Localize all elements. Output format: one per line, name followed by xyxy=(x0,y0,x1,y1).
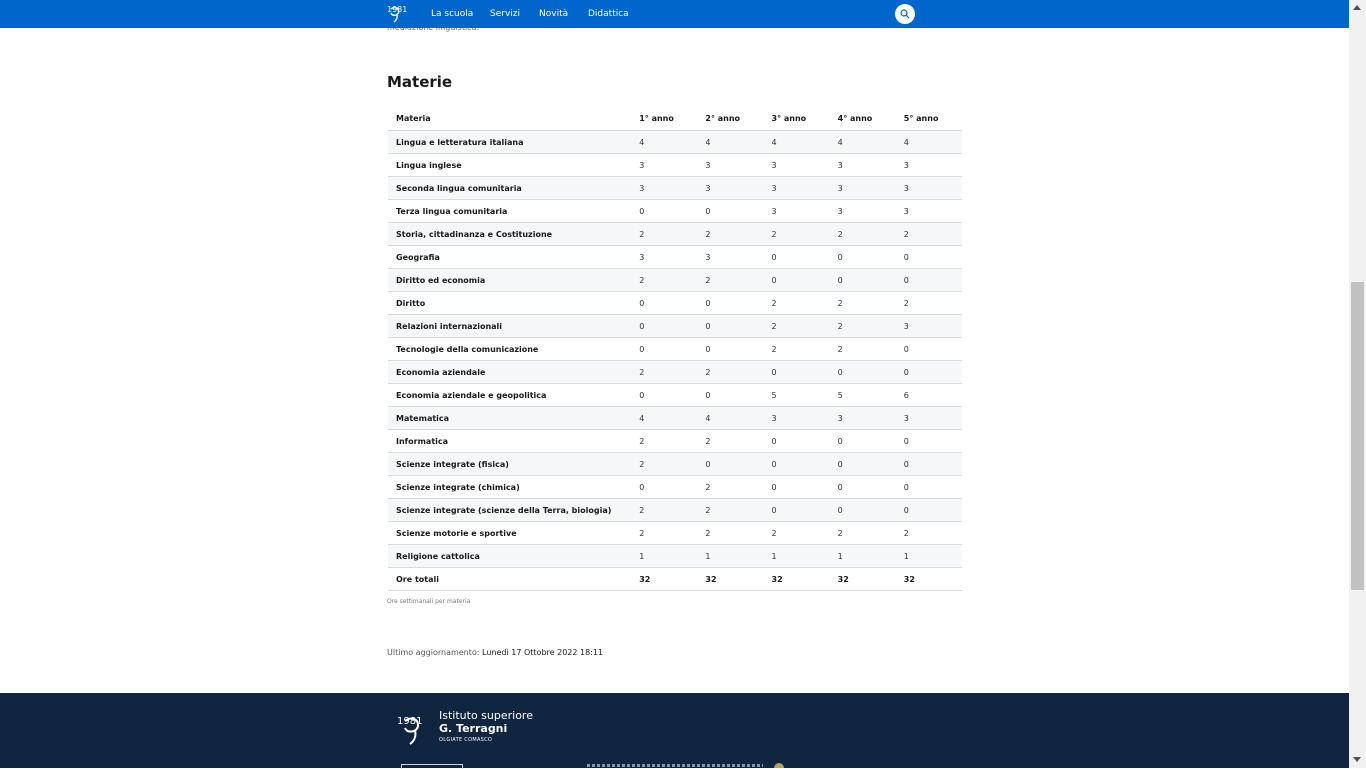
hours-year-1: 2 xyxy=(631,453,697,476)
header-year-5: 5° anno xyxy=(896,107,962,131)
last-updated-value: Lunedì 17 Ottobre 2022 18:11 xyxy=(482,648,604,657)
hours-year-1: 2 xyxy=(631,499,697,522)
hours-year-2: 4 xyxy=(697,131,763,154)
hours-year-4: 0 xyxy=(830,499,896,522)
hours-year-3: 3 xyxy=(764,154,830,177)
hours-year-4: 0 xyxy=(830,476,896,499)
hours-year-5: 3 xyxy=(896,154,962,177)
scroll-up-arrow-icon[interactable] xyxy=(1353,5,1361,10)
hours-year-2: 2 xyxy=(697,476,763,499)
hours-year-1: 0 xyxy=(631,338,697,361)
hours-year-3: 32 xyxy=(764,568,830,591)
hours-year-1: 1 xyxy=(631,545,697,568)
hours-year-4: 3 xyxy=(830,200,896,223)
hours-year-4: 2 xyxy=(830,338,896,361)
hours-year-4: 1 xyxy=(830,545,896,568)
hours-year-3: 0 xyxy=(764,499,830,522)
subject-name: Economia aziendale e geopolitica xyxy=(388,384,631,407)
hours-year-2: 1 xyxy=(697,545,763,568)
hours-year-4: 0 xyxy=(830,361,896,384)
hours-year-5: 0 xyxy=(896,338,962,361)
subject-name: Scienze motorie e sportive xyxy=(388,522,631,545)
hours-year-2: 2 xyxy=(697,223,763,246)
table-body xyxy=(388,131,962,591)
hours-year-1: 2 xyxy=(631,361,697,384)
school-logo-icon[interactable] xyxy=(396,712,428,746)
table-row xyxy=(388,154,962,177)
hours-year-2: 32 xyxy=(697,568,763,591)
hours-year-5: 2 xyxy=(896,292,962,315)
hours-year-2: 3 xyxy=(697,246,763,269)
subject-name: Geografia xyxy=(388,246,631,269)
hours-year-4: 0 xyxy=(830,453,896,476)
hours-year-5: 0 xyxy=(896,246,962,269)
hours-year-4: 3 xyxy=(830,154,896,177)
hours-year-2: 3 xyxy=(697,154,763,177)
hours-year-2: 2 xyxy=(697,499,763,522)
hours-year-4: 3 xyxy=(830,407,896,430)
hours-year-2: 0 xyxy=(697,200,763,223)
hours-year-2: 2 xyxy=(697,361,763,384)
subject-name: Tecnologie della comunicazione xyxy=(388,338,631,361)
hours-year-5: 0 xyxy=(896,361,962,384)
svg-text:1981: 1981 xyxy=(387,5,408,14)
hours-year-1: 0 xyxy=(631,384,697,407)
hours-year-3: 2 xyxy=(764,315,830,338)
table-row xyxy=(388,292,962,315)
hours-year-3: 0 xyxy=(764,361,830,384)
hours-year-5: 6 xyxy=(896,384,962,407)
subject-name: Lingua inglese xyxy=(388,154,631,177)
last-updated-label: Ultimo aggiornamento: xyxy=(387,648,480,657)
nav-item-la-scuola[interactable]: La scuola xyxy=(431,9,474,19)
header-year-3: 3° anno xyxy=(764,107,830,131)
header-year-4: 4° anno xyxy=(830,107,896,131)
hours-year-3: 3 xyxy=(764,407,830,430)
hours-year-3: 5 xyxy=(764,384,830,407)
hours-year-1: 4 xyxy=(631,131,697,154)
table-total-row xyxy=(388,568,962,591)
hours-year-5: 32 xyxy=(896,568,962,591)
hours-year-5: 3 xyxy=(896,315,962,338)
hours-year-3: 2 xyxy=(764,292,830,315)
search-icon xyxy=(900,9,910,19)
hours-year-5: 4 xyxy=(896,131,962,154)
footer xyxy=(0,693,1349,768)
hours-year-4: 5 xyxy=(830,384,896,407)
hours-year-2: 0 xyxy=(697,338,763,361)
section-title: Materie xyxy=(387,73,453,91)
hours-year-2: 2 xyxy=(697,430,763,453)
hours-year-2: 0 xyxy=(697,292,763,315)
hours-year-5: 3 xyxy=(896,177,962,200)
hours-year-3: 2 xyxy=(764,223,830,246)
subject-name: Lingua e letteratura italiana xyxy=(388,131,631,154)
scroll-down-arrow-icon[interactable] xyxy=(1353,757,1361,762)
subject-name: Diritto xyxy=(388,292,631,315)
table-row xyxy=(388,269,962,292)
nav-item-novita[interactable]: Novità xyxy=(539,9,569,19)
hours-year-1: 4 xyxy=(631,407,697,430)
total-label: Ore totali xyxy=(388,568,631,591)
hours-year-3: 0 xyxy=(764,430,830,453)
hours-year-3: 3 xyxy=(764,177,830,200)
table-row xyxy=(388,131,962,154)
partner-logo-2[interactable] xyxy=(587,764,763,767)
hours-year-4: 32 xyxy=(830,568,896,591)
table-row xyxy=(388,522,962,545)
top-navbar xyxy=(0,0,1349,28)
hours-year-1: 0 xyxy=(631,476,697,499)
hours-year-1: 0 xyxy=(631,315,697,338)
subject-name: Economia aziendale xyxy=(388,361,631,384)
hours-year-5: 0 xyxy=(896,430,962,453)
hours-year-5: 0 xyxy=(896,476,962,499)
table-row xyxy=(388,200,962,223)
table-row xyxy=(388,545,962,568)
hours-year-3: 0 xyxy=(764,246,830,269)
hours-year-1: 2 xyxy=(631,269,697,292)
hours-year-1: 2 xyxy=(631,522,697,545)
table-row xyxy=(388,499,962,522)
footer-school-name-line-2: G. Terragni xyxy=(439,722,508,735)
footer-school-name-line-3: OLGIATE COMASCO xyxy=(439,737,493,743)
hours-year-5: 3 xyxy=(896,200,962,223)
page-scrollbar[interactable] xyxy=(1349,0,1366,768)
hours-year-2: 3 xyxy=(697,177,763,200)
hours-year-4: 4 xyxy=(830,131,896,154)
hours-year-1: 2 xyxy=(631,223,697,246)
subject-name: Matematica xyxy=(388,407,631,430)
nav-item-servizi[interactable]: Servizi xyxy=(490,9,521,19)
subject-name: Religione cattolica xyxy=(388,545,631,568)
hours-year-3: 3 xyxy=(764,200,830,223)
subject-name: Scienze integrate (chimica) xyxy=(388,476,631,499)
hours-year-4: 0 xyxy=(830,430,896,453)
hours-year-3: 1 xyxy=(764,545,830,568)
hours-year-4: 2 xyxy=(830,223,896,246)
hours-year-2: 2 xyxy=(697,269,763,292)
hours-year-1: 3 xyxy=(631,154,697,177)
subjects-table xyxy=(388,107,962,591)
search-button[interactable] xyxy=(895,4,915,24)
table-row xyxy=(388,476,962,499)
header-year-1: 1° anno xyxy=(631,107,697,131)
hours-year-4: 2 xyxy=(830,292,896,315)
hours-year-1: 3 xyxy=(631,246,697,269)
svg-text:1981: 1981 xyxy=(397,716,423,727)
hours-year-1: 3 xyxy=(631,177,697,200)
table-row xyxy=(388,430,962,453)
hours-year-4: 3 xyxy=(830,177,896,200)
hours-year-3: 0 xyxy=(764,476,830,499)
table-row xyxy=(388,315,962,338)
hours-year-2: 0 xyxy=(697,453,763,476)
hours-year-2: 0 xyxy=(697,384,763,407)
hours-year-1: 32 xyxy=(631,568,697,591)
partner-emblem-icon[interactable] xyxy=(774,763,784,768)
subject-name: Relazioni internazionali xyxy=(388,315,631,338)
table-row xyxy=(388,384,962,407)
scroll-thumb[interactable] xyxy=(1351,282,1364,590)
footer-school-name-line-1: Istituto superiore xyxy=(439,709,533,722)
hours-year-3: 0 xyxy=(764,269,830,292)
table-caption: Ore settimanali per materia xyxy=(387,598,471,605)
table-row xyxy=(388,361,962,384)
table-row xyxy=(388,223,962,246)
hours-year-5: 0 xyxy=(896,499,962,522)
school-logo-icon[interactable] xyxy=(386,3,408,23)
hours-year-5: 0 xyxy=(896,453,962,476)
hours-year-4: 2 xyxy=(830,315,896,338)
header-materia: Materia xyxy=(388,107,631,131)
subject-name: Terza lingua comunitaria xyxy=(388,200,631,223)
hours-year-3: 4 xyxy=(764,131,830,154)
hours-year-3: 0 xyxy=(764,453,830,476)
hours-year-5: 2 xyxy=(896,522,962,545)
subject-name: Storia, cittadinanza e Costituzione xyxy=(388,223,631,246)
hours-year-4: 0 xyxy=(830,246,896,269)
hours-year-5: 3 xyxy=(896,407,962,430)
subject-name: Scienze integrate (scienze della Terra, biologia) xyxy=(388,499,631,522)
hours-year-1: 0 xyxy=(631,200,697,223)
subject-name: Scienze integrate (fisica) xyxy=(388,453,631,476)
hours-year-5: 0 xyxy=(896,269,962,292)
table-header-row xyxy=(388,107,962,131)
partner-logo-1[interactable] xyxy=(401,764,463,769)
hours-year-3: 2 xyxy=(764,522,830,545)
hours-year-3: 2 xyxy=(764,338,830,361)
hours-year-4: 0 xyxy=(830,269,896,292)
hours-year-1: 2 xyxy=(631,430,697,453)
hours-year-2: 2 xyxy=(697,522,763,545)
subject-name: Informatica xyxy=(388,430,631,453)
header-year-2: 2° anno xyxy=(697,107,763,131)
hours-year-2: 4 xyxy=(697,407,763,430)
table-row xyxy=(388,246,962,269)
table-row xyxy=(388,407,962,430)
table-row xyxy=(388,338,962,361)
nav-item-didattica[interactable]: Didattica xyxy=(588,9,629,19)
hours-year-5: 1 xyxy=(896,545,962,568)
table-row xyxy=(388,453,962,476)
hours-year-4: 2 xyxy=(830,522,896,545)
table-row xyxy=(388,177,962,200)
subject-name: Diritto ed economia xyxy=(388,269,631,292)
subject-name: Seconda lingua comunitaria xyxy=(388,177,631,200)
hours-year-5: 2 xyxy=(896,223,962,246)
last-updated xyxy=(387,648,603,657)
hours-year-2: 0 xyxy=(697,315,763,338)
hours-year-1: 0 xyxy=(631,292,697,315)
